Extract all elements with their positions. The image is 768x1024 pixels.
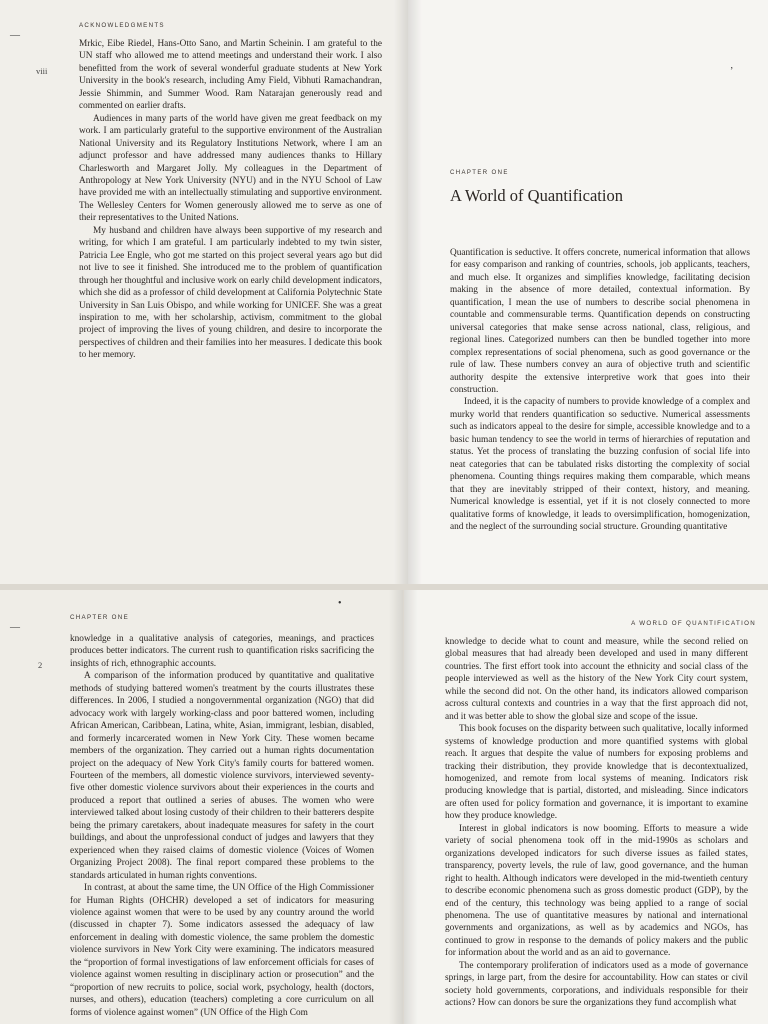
body-text <box>79 38 382 362</box>
page-gutter-shadow <box>389 590 403 1024</box>
chapter-label: CHAPTER ONE <box>450 170 509 176</box>
page-chapter-opening <box>408 0 768 584</box>
chapter-title: A World of Quantification <box>450 186 623 205</box>
body-text <box>450 247 750 533</box>
page-number: viii <box>36 66 48 76</box>
paragraph: Quantification is seductive. It offers concrete, numerical information that allows for easy comparison and ranking of countries, schools, job applicants, teachers, and much else. It organizes and simplifies knowledge, facilitating decision making in the absence of more detailed, contextual information. By quantification, I mean the use of numbers to describe social phenomena in countable and commensurable terms. Quantification depends on constructing universal categories that make sense across national, class, religious, and regional lines. Categorized numbers can then be bundled together into more complex representations of social phenomena, such as good governance or the rule of law. These numbers convey an aura of objective truth and scientific authority despite the extensive interpretive work that goes into their construction. <box>450 248 750 395</box>
page-gutter-shadow <box>394 0 408 584</box>
paragraph: The contemporary proliferation of indicators used as a mode of governance springs, in large part, from the desire for accountability. How can states or civil society hold governments, corporations, and individuals responsible for their actions? How can donors be sure the organizations they fund accomplish what <box>445 960 748 1009</box>
paragraph: This book focuses on the disparity between such qualitative, locally informed systems of knowledge production and more quantified systems with global reach. It argues that despite the value of numbers for exposing problems and tracking their distribution, they provide knowledge that is decontextualized, homogenized, and remote from local systems of meaning. Indicators risk producing knowledge that is partial, distorted, and misleading. Since indicators are often used for policy formation and governance, it is important to examine how they produce knowledge. <box>445 724 748 822</box>
page-acknowledgments <box>0 0 408 584</box>
paragraph: knowledge in a qualitative analysis of categories, meanings, and practices produces better indicators. The current rush to quantification risks sacrificing the insights of rich, ethnographic accounts. <box>70 634 374 669</box>
page-chapter-one-3 <box>404 590 768 1024</box>
paragraph: In contrast, at about the same time, the UN Office of the High Commissioner for Human Rights (OHCHR) developed a set of indicators for measuring violence against women that were to be used by any country around the world (discussed in chapter 7). Some indicators assessed the adequacy of law enforcement in dealing with domestic violence, the same problem the domestic violence survivors in New York City were examining. The indicators measured the “proportion of formal investigations of law enforcement officials for cases of violence against women resulting in disciplinary action or prosecution” and the “proportion of new recruits to police, social work, psychology, health (doctors, nurses, and others), education (teachers) completing a core curriculum on all forms of violence against women” (UN Office of the High Com <box>70 883 374 1018</box>
margin-mark: — <box>10 622 20 633</box>
running-head: CHAPTER ONE <box>70 614 129 621</box>
margin-mark: — <box>10 30 20 41</box>
body-text <box>70 633 374 1019</box>
paragraph: Audiences in many parts of the world have given me great feedback on my work. I am particularly grateful to the supportive environment of the Australian National University and its Regulatory Institutions Network, where I am an adjunct professor and have addressed many audiences thanks to Hillary Charlesworth and Margaret Jolly. My colleagues in the Department of Anthropology at New York University (NYU) and in the NYU School of Law have provided me with an intellectually stimulating and supportive environment. The Wellesley Centers for Women generously allowed me to serve as one of their representatives to the United Nations. <box>79 113 382 224</box>
paragraph: Mrkic, Eibe Riedel, Hans-Otto Sano, and Martin Scheinin. I am grateful to the UN staff who allowed me to attend meetings and understand their work. I also benefitted from the work of several wonderful graduate students at New York University in the book's research, including Amy Field, Vibhuti Ramachandran, Jessie Shimmin, and Summer Wood. Ram Natarajan generously read and commented on earlier drafts. <box>79 39 382 112</box>
paragraph: My husband and children have always been supportive of my research and writing, for which I am grateful. I am particularly indebted to my twin sister, Patricia Lee Engle, who got me started on this project several years ago but did not live to see it finished. She introduced me to the problem of quantification through her thoughtful and inclusive work on early child development indicators, which she did as a professor of child development at California Polytechnic State University in San Luis Obispo, and while working for UNICEF. She was a great inspiration to me, with her scholarship, activism, commitment to the global project of improving the lives of young children, and desire to incorporate the perspectives of children and their families into her measures. I dedicate this book to her memory. <box>79 225 382 361</box>
running-head: A WORLD OF QUANTIFICATION <box>631 620 756 627</box>
paragraph: Interest in global indicators is now booming. Efforts to measure a wide variety of social phenomena took off in the mid-1990s as scholars and organizations developed indicators for such diverse issues as failed states, transparency, poverty levels, the rule of law, good governance, and the human right to health. Although indicators were developed in the mid-twentieth century to describe economic phenomena such as gross domestic product (GDP), by the end of the century, this technology was being applied to a range of social phenomena. The use of quantitative measures by national and international governments and organizations, as well as by academics and NGOs, has continued to grow in response to the demands of policy makers and the public for information about the world and as an aid to governance. <box>445 823 748 959</box>
body-text <box>445 636 748 1010</box>
page-number: 2 <box>38 660 43 670</box>
paragraph: knowledge to decide what to count and measure, while the second relied on global measures that had already been developed and used in many different countries. The first effort took into account the ethnicity and social class of the people interviewed as well as the history of the New York City court system, while the second did not. On the other hand, its indicators allowed comparison across cultural contexts and countries in a way that the first approach did not, and it was better able to show the global size and scope of the issue. <box>445 637 748 722</box>
margin-mark: ’ <box>730 66 734 77</box>
running-head: ACKNOWLEDGMENTS <box>79 22 165 29</box>
page-gutter-shadow <box>408 0 422 584</box>
page-chapter-one-2 <box>0 590 403 1024</box>
page-gutter-shadow <box>404 590 418 1024</box>
paragraph: Indeed, it is the capacity of numbers to provide knowledge of a complex and murky world that renders quantification so seductive. Numerical assessments such as indicators appeal to the desire for simple, accessible knowledge and to a basic human tendency to see the world in terms of hierarchies of reputation and status. Yet the process of translating the buzzing confusion of social life into neat categories that can be tabulated risks distorting the complexity of social phenomena. Counting things requires making them comparable, which means that they are inevitably stripped of their context, history, and meaning. Numerical knowledge is essential, yet if it is not closely connected to more qualitative forms of knowledge, it leads to oversimplification, homogenization, and the neglect of the surrounding social structure. Grounding quantitative <box>450 397 750 532</box>
paragraph: A comparison of the information produced by quantitative and qualitative methods of studying battered women's treatment by the courts illustrates these differences. In 2006, I studied a nongovernmental organization (NGO) that did advocacy work with largely working-class and poor battered women, including African American, Caribbean, Latina, white, Asian, immigrant, lesbian, disabled, and formerly incarcerated women in New York City. These women became members of the organization. They carried out a human rights documentation project on the adequacy of New York City's family courts for battered women. Fourteen of the members, all domestic violence survivors, interviewed seventy-five other domestic violence survivors about their experiences in the courts and produced a report that outlined a series of abuses. The women who were interviewed talked about losing custody of their children to their batterers despite being the primary caretakers, about inadequate measures for safety in the court buildings, and about the unprofessional conduct of judges and lawyers that they experienced when they raised claims of domestic violence (Voices of Women Organizing Project 2008). The final report compared these problems to the standards articulated in human rights conventions. <box>70 671 374 881</box>
margin-mark: • <box>338 598 342 609</box>
